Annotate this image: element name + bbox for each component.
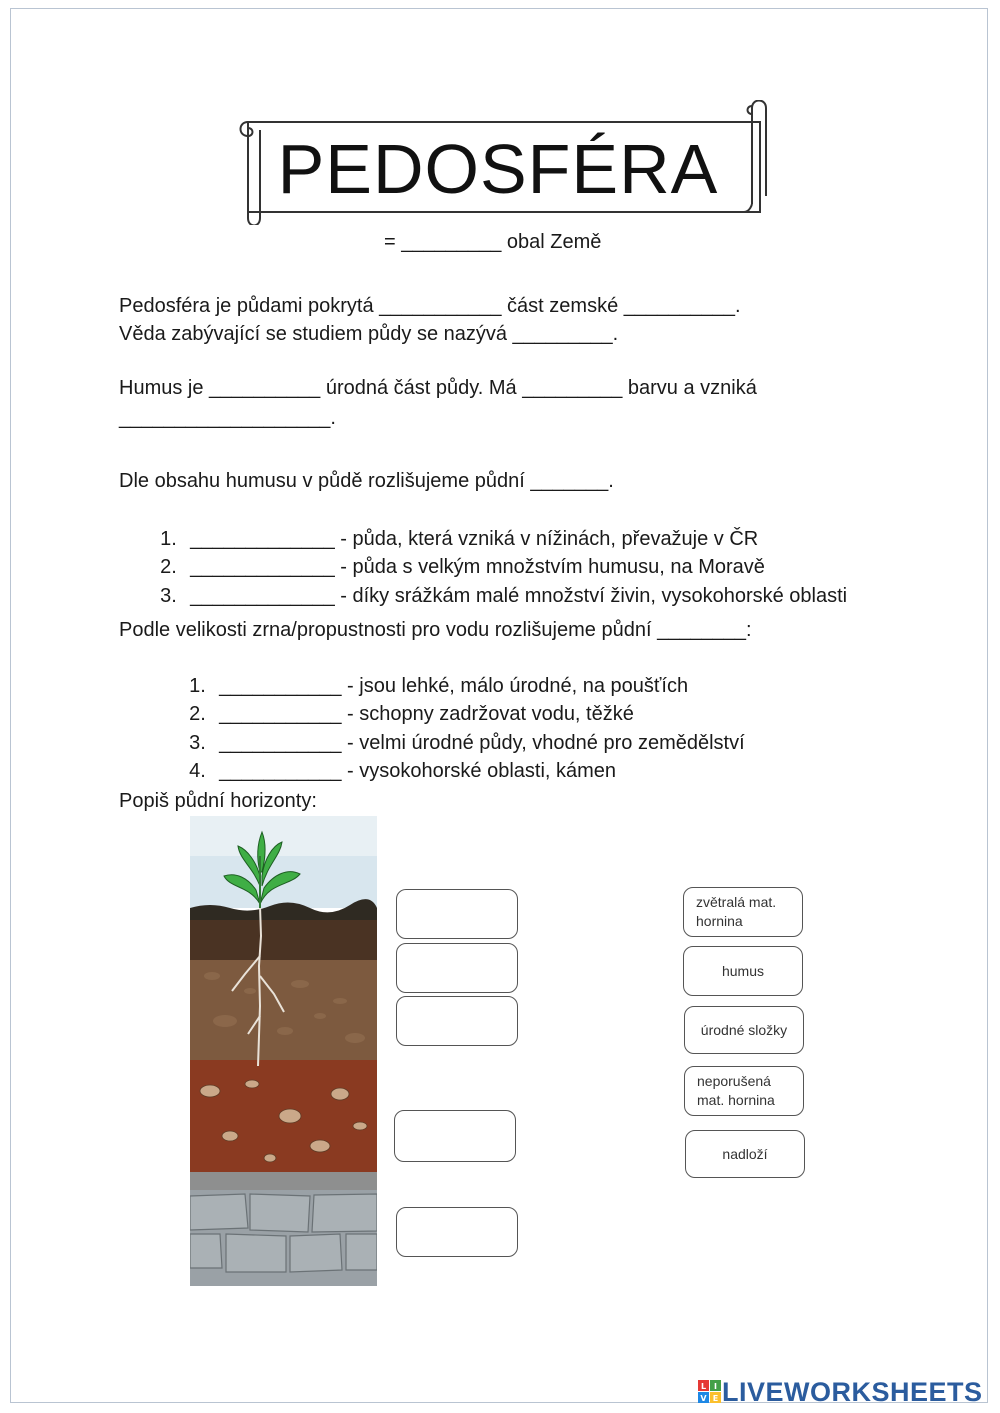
logo-letter: I xyxy=(714,1382,717,1391)
brand-text: LIVEWORKSHEETS xyxy=(722,1376,983,1407)
item-text: ___________ - vysokohorské oblasti, kámen xyxy=(219,760,617,782)
horizons-heading: Popiš půdní horizonty: xyxy=(119,790,317,812)
page-title: PEDOSFÉRA xyxy=(277,130,719,208)
horizon-answer-box-2[interactable] xyxy=(396,943,518,993)
logo-letter: L xyxy=(700,1382,707,1391)
horizon-answer-box-3[interactable] xyxy=(396,996,518,1046)
item-number: 1. xyxy=(160,528,177,550)
para1-line2: Věda zabývající se studiem půdy se nazývá _________. xyxy=(119,323,619,345)
soil-kind-item xyxy=(178,729,616,785)
item-number: 3. xyxy=(189,732,206,754)
soil-types-intro: Dle obsahu humusu v půdě rozlišujeme půdní _______. xyxy=(119,470,614,492)
soil-type-item xyxy=(149,554,847,610)
item-text: ___________ - schopny zadržovat vodu, těžké xyxy=(219,703,634,725)
item-number: 4. xyxy=(189,760,206,782)
item-text: _____________ - půda, která vzniká v nížinách, převažuje v ČR xyxy=(190,528,759,550)
item-number: 1. xyxy=(189,675,206,697)
item-number: 3. xyxy=(160,585,177,607)
liveworksheets-brand xyxy=(698,1377,983,1407)
soil-profile-illustration xyxy=(190,816,377,1286)
soil-kinds-intro: Podle velikosti zrna/propustnosti pro vodu rozlišujeme půdní ________: xyxy=(119,619,752,641)
item-text: ___________ - velmi úrodné půdy, vhodné pro zemědělství xyxy=(219,732,745,754)
subtitle: = _________ obal Země xyxy=(384,231,602,253)
logo-letter: E xyxy=(712,1394,719,1403)
logo-letter: V xyxy=(700,1394,707,1403)
item-number: 2. xyxy=(160,556,177,578)
item-text: _____________ - půda s velkým množstvím humusu, na Moravě xyxy=(190,556,765,578)
horizon-answer-box-4[interactable] xyxy=(394,1110,516,1162)
liveworksheets-logo-icon xyxy=(698,1380,722,1404)
para2-line1: Humus je __________ úrodná část půdy. Má _________ barvu a vzniká xyxy=(119,377,757,399)
label-card[interactable]: neporušená mat. hornina xyxy=(684,1066,804,1116)
label-card[interactable]: úrodné složky xyxy=(684,1006,804,1054)
item-text: _____________ - díky srážkám malé množství živin, vysokohorské oblasti xyxy=(190,585,848,607)
label-card[interactable]: humus xyxy=(683,946,803,996)
para2-line2: ___________________. xyxy=(119,407,336,429)
label-card[interactable]: zvětralá mat. hornina xyxy=(683,887,803,937)
para1-line1: Pedosféra je půdami pokrytá ___________ část zemské __________. xyxy=(119,295,741,317)
item-number: 2. xyxy=(189,703,206,725)
horizon-answer-box-5[interactable] xyxy=(396,1207,518,1257)
item-text: ___________ - jsou lehké, málo úrodné, na poušťích xyxy=(219,675,689,697)
horizon-answer-box-1[interactable] xyxy=(396,889,518,939)
label-card[interactable]: nadloží xyxy=(685,1130,805,1178)
